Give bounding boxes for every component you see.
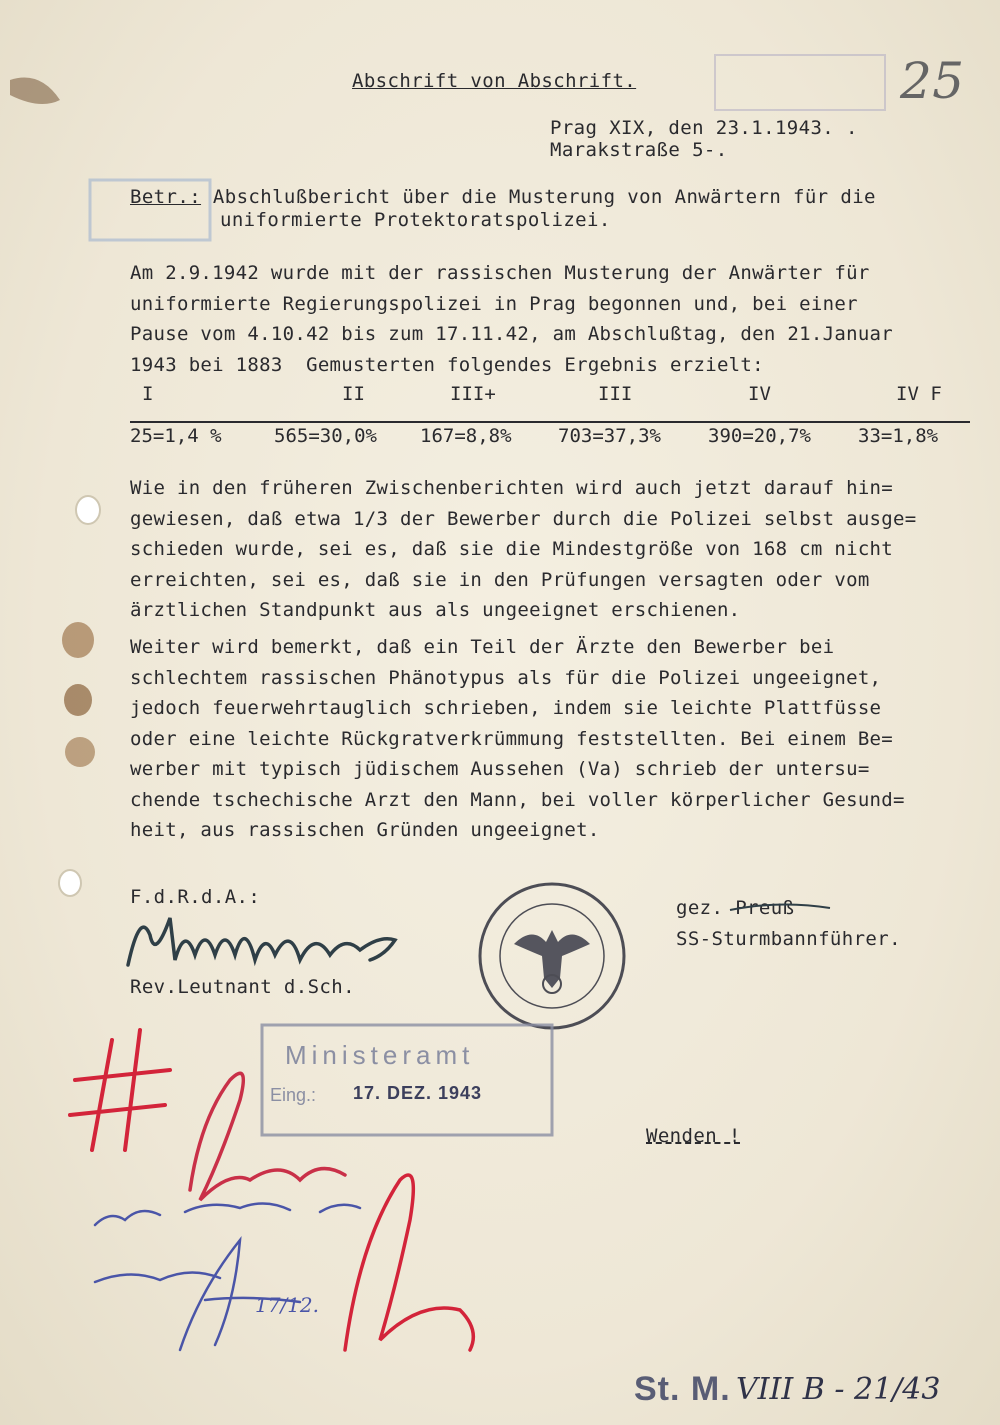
received-date: 17. DEZ. 1943 bbox=[353, 1083, 483, 1103]
street-address: Marakstraße 5-. bbox=[550, 139, 728, 161]
paragraph-line: Weiter wird bemerkt, daß ein Teil der Ärzte den Bewerber bei bbox=[130, 636, 835, 658]
red-signature-1 bbox=[190, 1073, 345, 1200]
class-value-i: 25=1,4 % bbox=[130, 425, 222, 447]
class-value-iii: 703=37,3% bbox=[558, 425, 661, 447]
paragraph-line: 1943 bei 1883 Gemusterten folgendes Ergebnis erzielt: bbox=[130, 353, 764, 376]
subject-label: Betr.: bbox=[130, 186, 202, 208]
class-header-iv: IV bbox=[748, 383, 771, 405]
file-prefix: St. M. bbox=[634, 1370, 731, 1408]
class-header-iv-f: IV F bbox=[896, 383, 942, 405]
official-seal bbox=[480, 884, 624, 1028]
blue-handwriting-2 bbox=[95, 1272, 220, 1282]
right-signer-rank: SS-Sturmbannführer. bbox=[676, 928, 901, 950]
blue-date: 17/12. bbox=[255, 1293, 319, 1317]
page-number: 25 bbox=[900, 52, 965, 110]
class-value-ii: 565=30,0% bbox=[274, 425, 377, 447]
class-header-iii: III bbox=[598, 383, 633, 405]
paragraph-line: erreichten, sei es, daß sie in den Prüfungen versagten oder vom bbox=[130, 568, 870, 591]
blue-handwriting-1 bbox=[95, 1203, 360, 1225]
class-header-ii: II bbox=[342, 383, 365, 405]
class-header-i: I bbox=[142, 383, 154, 405]
paragraph-line: chende tschechische Arzt den Mann, bei voller körperlicher Gesund= bbox=[130, 788, 905, 811]
paragraph-line: jedoch feuerwehrtauglich schrieben, indem sie leichte Plattfüsse bbox=[130, 697, 882, 719]
paragraph-line: werber mit typisch jüdischem Aussehen (Va) schrieb der untersu= bbox=[130, 758, 870, 780]
certification-label: F.d.R.d.A.: bbox=[130, 886, 261, 908]
left-signature bbox=[128, 918, 395, 965]
paragraph-line: schlechtem rassischen Phänotypus als für die Polizei ungeeignet, bbox=[130, 666, 882, 689]
turn-over-note: Wenden ! bbox=[646, 1125, 741, 1147]
paragraph-line: gewiesen, daß etwa 1/3 der Bewerber durch die Polizei selbst ausge= bbox=[130, 507, 917, 530]
subject-text-2: uniformierte Protektoratspolizei. bbox=[220, 209, 611, 231]
paragraph-line: oder eine leichte Rückgratverkrümmung feststellten. Bei einem Be= bbox=[130, 727, 894, 750]
file-reference: VIII B - 21/43 bbox=[736, 1372, 941, 1407]
paragraph-line: heit, aus rassischen Gründen ungeeignet. bbox=[130, 819, 600, 841]
paragraph-line: ärztlichen Standpunkt aus als ungeeignet erschienen. bbox=[130, 599, 741, 621]
paragraph-line: Pause vom 4.10.42 bis zum 17.11.42, am Abschlußtag, den 21.Januar bbox=[130, 323, 894, 345]
paragraph-line: Wie in den früheren Zwischenberichten wird auch jetzt darauf hin= bbox=[130, 477, 894, 499]
red-hash-mark bbox=[70, 1030, 170, 1150]
class-value-iii-plus: 167=8,8% bbox=[420, 425, 512, 447]
ministerial-stamp-label: Ministeramt bbox=[285, 1040, 475, 1070]
left-signer-rank: Rev.Leutnant d.Sch. bbox=[130, 976, 355, 998]
received-label: Eing.: bbox=[270, 1085, 317, 1105]
place-date: Prag XIX, den 23.1.1943. . bbox=[550, 117, 858, 139]
document-title: Abschrift von Abschrift. bbox=[352, 70, 637, 92]
subject-text-1: Abschlußbericht über die Musterung von Anwärtern für die bbox=[212, 186, 876, 208]
class-header-iii-plus: III+ bbox=[450, 383, 496, 405]
paragraph-line: uniformierte Regierungspolizei in Prag begonnen und, bei einer bbox=[130, 292, 858, 315]
eagle-icon bbox=[514, 930, 590, 988]
class-value-iv: 390=20,7% bbox=[708, 425, 811, 447]
paragraph-line: schieden wurde, sei es, daß sie die Mindestgröße von 168 cm nicht bbox=[130, 538, 894, 560]
class-value-iv-f: 33=1,8% bbox=[858, 425, 939, 447]
right-signature-underline bbox=[730, 904, 830, 910]
paragraph-line: Am 2.9.1942 wurde mit der rassischen Musterung der Anwärter für bbox=[130, 262, 870, 284]
red-signature-2 bbox=[345, 1175, 473, 1350]
right-signer-name: gez. Preuß bbox=[676, 897, 795, 919]
